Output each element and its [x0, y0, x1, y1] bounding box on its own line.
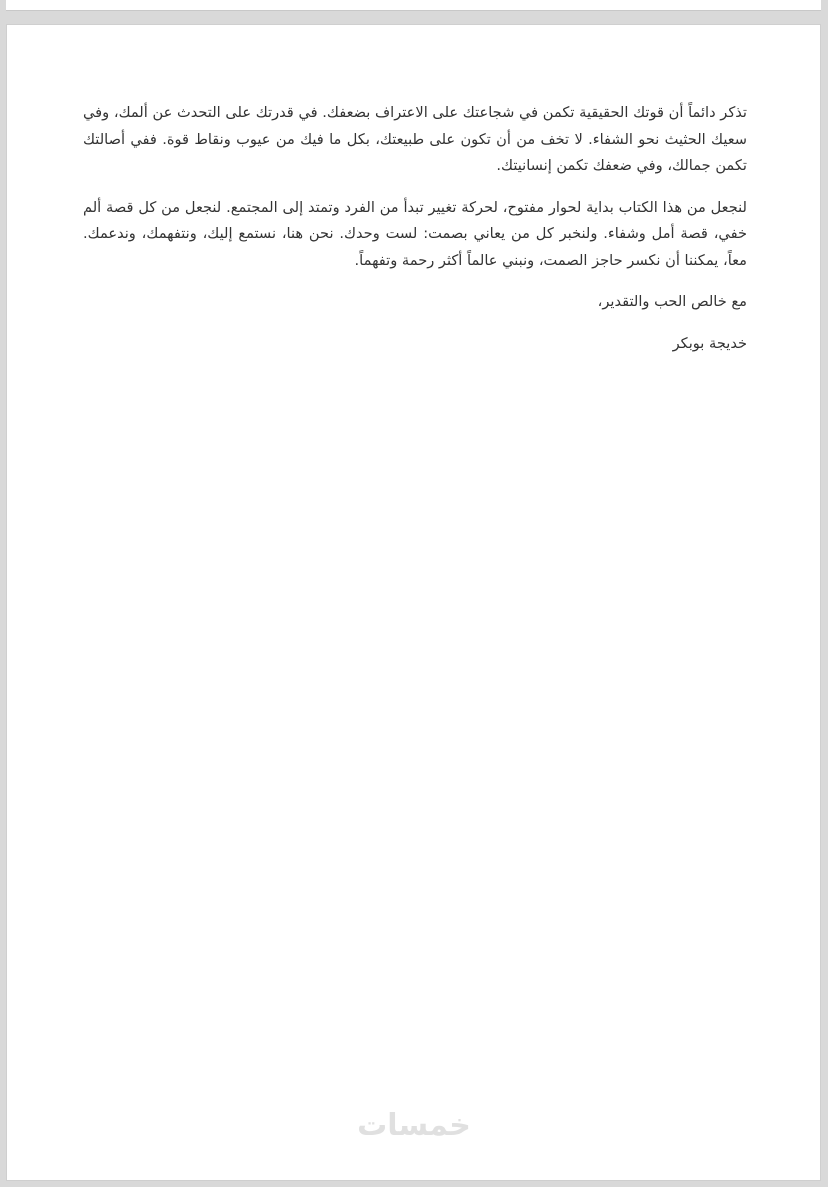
author-signature: خديجة بوبكر [672, 334, 747, 352]
paragraph-dialogue: لنجعل من هذا الكتاب بداية لحوار مفتوح، لحركة تغيير تبدأ من الفرد وتمتد إلى المجتمع. لنجعل من كل قصة ألم خفي، قصة أمل وشفاء. ولنخبر كل من يعاني بصمت: لست وحدك. نحن هنا، نستمع إليك، ونتفهمك، وندعمك. معاً، يمكننا أن نكسر حاجز الصمت، ونبني عالماً أكثر رحمة وتفهماً. [83, 198, 747, 269]
closing-line: مع خالص الحب والتقدير، [597, 293, 747, 310]
paragraph-strength: تذكر دائماً أن قوتك الحقيقية تكمن في شجاعتك على الاعتراف بضعفك. في قدرتك على التحدث عن ألمك، وفي سعيك الحثيث نحو الشفاء. لا تخف من أن تكون على طبيعتك، بكل ما فيك من عيوب ونقاط قوة. ففي أصالتك تكمن جمالك، وفي ضعفك تكمن إنسانيتك. [83, 104, 747, 174]
document-page [6, 24, 821, 1181]
bottom-edge [0, 1181, 828, 1187]
watermark-logo: خمسات [357, 1108, 471, 1143]
page-content [83, 100, 747, 372]
previous-page-edge [6, 0, 821, 11]
